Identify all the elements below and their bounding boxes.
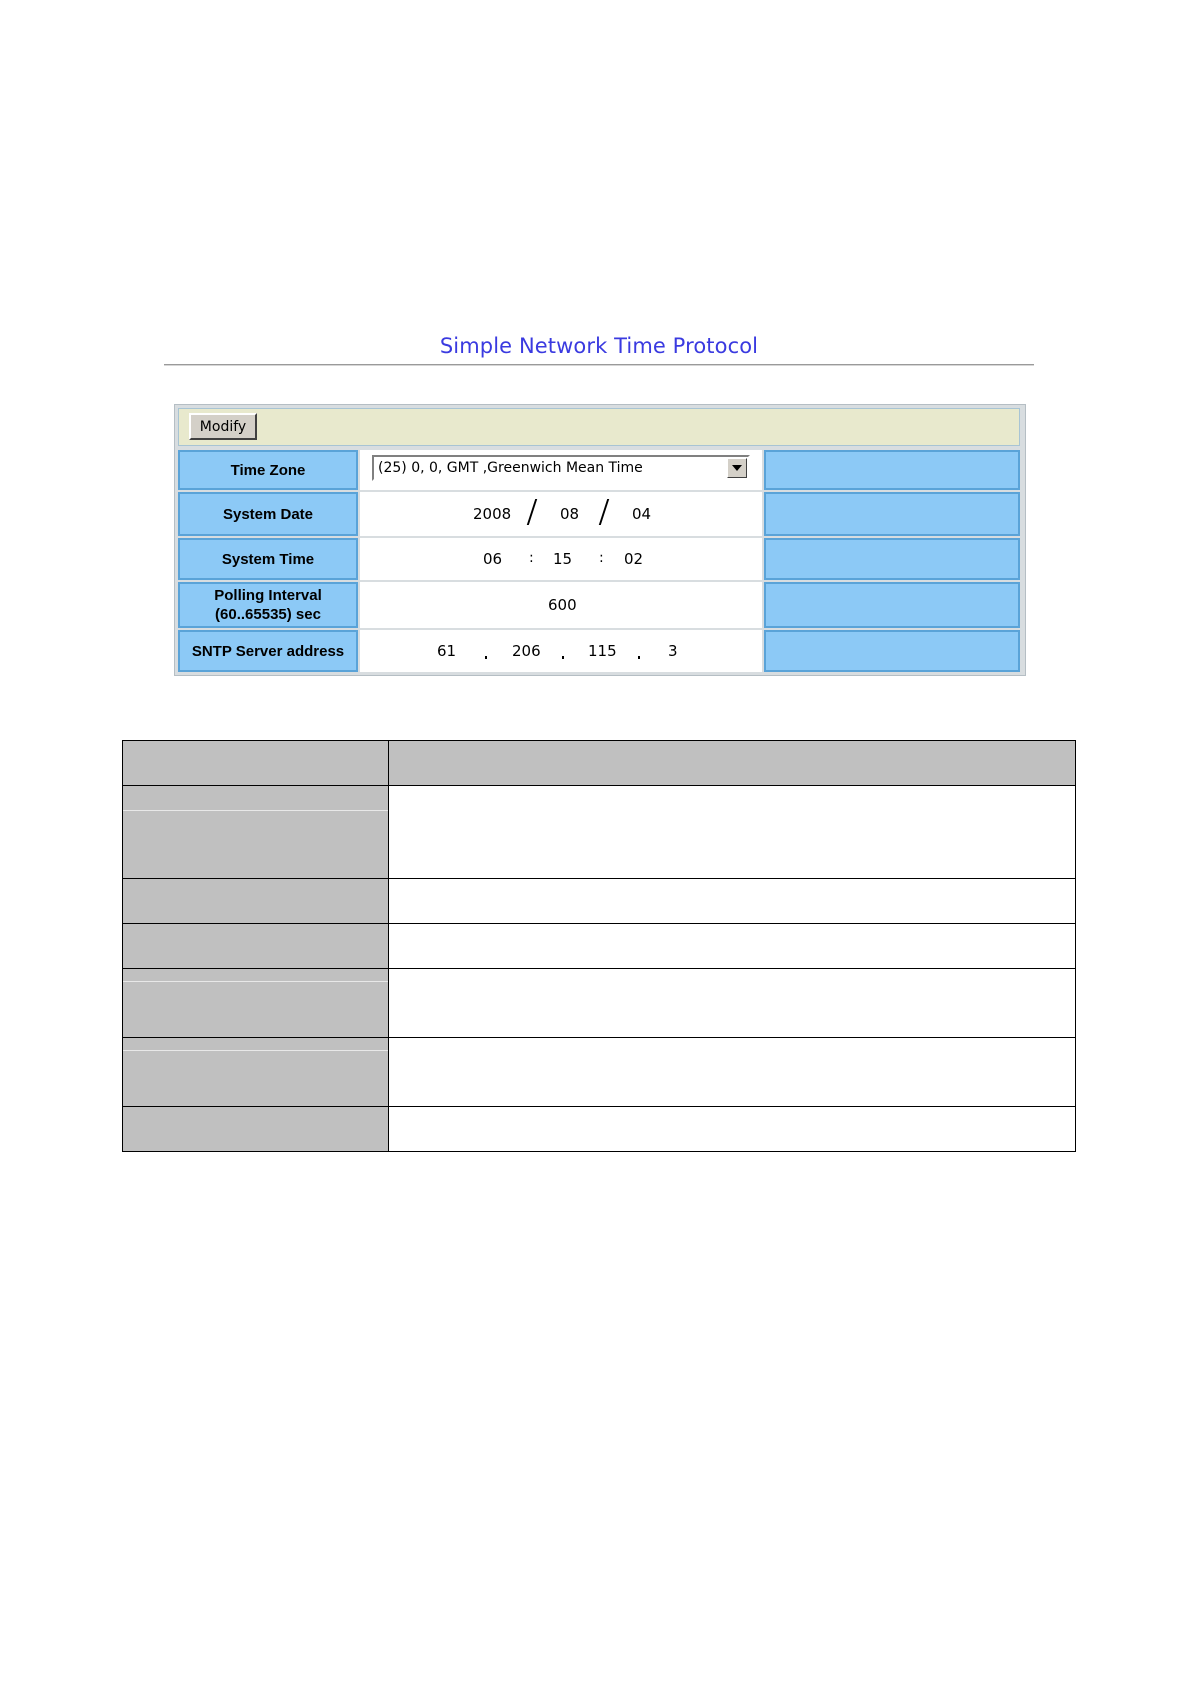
table-header-row [123,741,1076,786]
table-cell [389,1107,1076,1152]
row-filler [764,538,1020,580]
sntp-server-label: SNTP Server address [178,630,358,672]
table-cell [123,969,389,1038]
row-system-time [178,538,1020,580]
polling-interval-label-line2: (60..65535) sec [215,606,321,623]
modify-button[interactable]: Modify [189,413,257,440]
description-table [122,740,1076,1152]
time-second-input[interactable]: 02 [624,550,644,568]
table-row [123,1038,1076,1107]
system-time-label: System Time [178,538,358,580]
table-cell [123,1038,389,1107]
time-separator: : [599,550,604,566]
ip-separator [562,656,564,659]
table-header-cell [389,741,1076,786]
table-cell [389,879,1076,924]
time-zone-selected-value: (25) 0, 0, GMT ,Greenwich Mean Time [378,460,643,476]
system-date-cell [360,492,762,536]
page-title: Simple Network Time Protocol [439,334,759,358]
table-cell [389,786,1076,879]
row-filler [764,582,1020,628]
row-time-zone [178,450,1020,490]
ip-separator [485,656,487,659]
time-zone-label: Time Zone [178,450,358,490]
table-row [123,924,1076,969]
row-filler [764,450,1020,490]
polling-interval-label-line1: Polling Interval [214,587,322,604]
date-month-input[interactable]: 08 [560,505,580,523]
ip-octet-1-input[interactable]: 61 [437,642,457,660]
row-filler [764,630,1020,672]
ip-octet-2-input[interactable]: 206 [512,642,541,660]
table-row [123,969,1076,1038]
dropdown-button[interactable] [727,458,747,478]
date-separator [599,499,609,525]
table-cell [389,924,1076,969]
ip-octet-3-input[interactable]: 115 [588,642,617,660]
table-cell [389,1038,1076,1107]
date-day-input[interactable]: 04 [632,505,652,523]
toolbar [178,408,1020,446]
table-row [123,786,1076,879]
row-sntp-server [178,630,1020,672]
ip-separator [638,656,640,659]
time-hour-input[interactable]: 06 [483,550,503,568]
table-cell [389,969,1076,1038]
table-cell [123,1107,389,1152]
row-polling-interval [178,582,1020,628]
polling-interval-label [178,582,358,628]
polling-interval-input[interactable]: 600 [548,596,577,614]
date-separator [527,499,537,525]
table-cell [123,879,389,924]
time-zone-select[interactable] [372,455,750,481]
table-cell [123,924,389,969]
table-header-cell [123,741,389,786]
time-zone-cell [360,450,762,490]
system-time-cell [360,538,762,580]
chevron-down-icon [732,465,742,471]
sntp-server-cell [360,630,762,672]
table-row [123,879,1076,924]
polling-interval-cell [360,582,762,628]
time-separator: : [529,550,534,566]
date-year-input[interactable]: 2008 [473,505,512,523]
ip-octet-4-input[interactable]: 3 [668,642,678,660]
table-row [123,1107,1076,1152]
row-filler [764,492,1020,536]
time-minute-input[interactable]: 15 [553,550,573,568]
row-system-date [178,492,1020,536]
table-cell [123,786,389,879]
title-divider [164,364,1034,366]
system-date-label: System Date [178,492,358,536]
